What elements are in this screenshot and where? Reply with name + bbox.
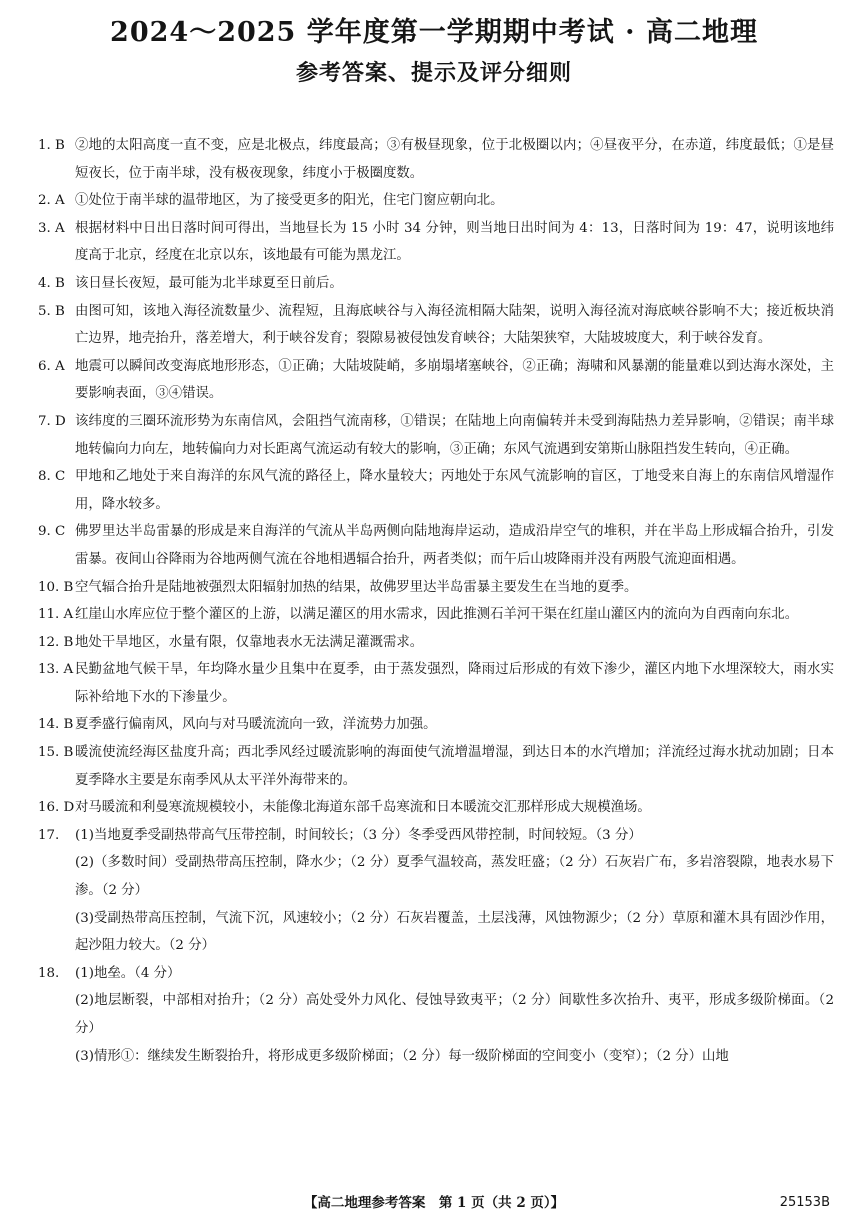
answer-part: (3)受副热带高压控制，气流下沉，风速较小；（2 分）石灰岩覆盖，土层浅薄，风蚀物源少；（2 分）草原和灌木具有固沙作用，起沙阻力较大。（2 分） [75,910,834,954]
answer-number: 9. C [38,524,66,540]
answer-item-15 [38,739,834,794]
answer-item-4 [38,270,834,298]
answer-text: 甲地和乙地处于来自海洋的东风气流的路径上，降水量较大；丙地处于东风气流影响的盲区，丁地受来自海上的东南信风增湿作用，降水较多。 [75,469,834,512]
answer-text: 红崖山水库应位于整个灌区的上游，以满足灌区的用水需求，因此推测石羊河干渠在红崖山灌区内的流向为自西南向东北。 [75,607,799,623]
answer-item-13 [38,656,834,711]
answer-item-6 [38,353,834,408]
page-header [0,0,868,90]
answer-part: (3)情形①：继续发生断裂抬升，将形成更多级阶梯面；（2 分）每一级阶梯面的空间变小（变窄）；（2 分）山地 [75,1048,729,1064]
answer-number: 6. A [38,358,65,374]
answer-number: 17. [38,827,60,843]
answer-item-5 [38,298,834,353]
answer-item-17 [38,822,834,850]
answer-item-3 [38,215,834,270]
answer-number: 16. D [38,800,75,816]
answer-subpart [38,987,834,1042]
footer-paper-code: 25153B [779,1195,830,1210]
answer-text: 该纬度的三圈环流形势为东南信风，会阻挡气流南移，①错误；在陆地上向南偏转并未受到海陆热力差异影响，②错误；南半球地转偏向力向左，地转偏向力对长距离气流运动有较大的影响，③正确；东风气流遇到安第斯山脉阻挡发生转向，④正确。 [75,413,834,457]
page-title: 2024～2025 学年度第一学期期中考试 · 高二地理 [110,17,758,48]
answer-text: ①处位于南半球的温带地区，为了接受更多的阳光，住宅门窗应朝向北。 [75,193,504,209]
answer-number: 15. B [38,745,74,761]
answer-number: 2. A [38,193,65,209]
footer-page-info: 【高二地理参考答案 第 1 页（共 2 页）】 [303,1195,565,1211]
answer-item-16 [38,794,834,822]
answer-part: (1)当地夏季受副热带高气压带控制，时间较长；（3 分）冬季受西风带控制，时间较短。（3 分） [75,827,642,843]
answer-item-7 [38,408,834,463]
answer-text: 对马暖流和利曼寒流规模较小，未能像北海道东部千岛寒流和日本暖流交汇那样形成大规模渔场。 [75,800,651,816]
answer-number: 3. A [38,220,65,236]
answer-text: 根据材料中日出日落时间可得出，当地昼长为 15 小时 34 分钟，则当地日出时间为 4：13，日落时间为 19：47，说明该地纬度高于北京，经度在北京以东，该地最有可能为黑龙江。 [75,220,834,264]
answer-number: 13. A [38,662,74,678]
answer-text: 由图可知，该地入海径流数量少、流程短，且海底峡谷与入海径流相隔大陆架，说明入海径流对海底峡谷影响不大；接近板块消亡边界，地壳抬升，落差增大，利于峡谷发育；裂隙易被侵蚀发育峡谷；大陆架狭窄，大陆坡坡度大，利于峡谷发育。 [75,303,834,347]
answer-number: 5. B [38,303,65,319]
page-footer [0,1188,868,1218]
answer-number: 11. A [38,607,74,623]
answer-part: (1)地垒。（4 分） [75,965,181,981]
answer-text: 地处干旱地区，水量有限，仅靠地表水无法满足灌溉需求。 [75,634,424,650]
answer-text: 暖流使流经海区盐度升高；西北季风经过暖流影响的海面使气流增温增湿，到达日本的水汽增加；洋流经过海水扰动加剧；日本夏季降水主要是东南季风从太平洋外海带来的。 [75,745,834,788]
answer-item-14 [38,711,834,739]
answer-number: 7. D [38,413,66,429]
answer-text: 佛罗里达半岛雷暴的形成是来自海洋的气流从半岛两侧向陆地海岸运动，造成沿岸空气的堆积，并在半岛上形成辐合抬升，引发雷暴。夜间山谷降雨为谷地两侧气流在谷地相遇辐合抬升，两者类似；而午后山坡降雨并没有两股气流迎面相遇。 [75,524,834,567]
answer-item-18 [38,960,834,988]
answer-item-11 [38,601,834,629]
answer-number: 1. B [38,138,65,153]
answer-text: 民勤盆地气候干旱，年均降水量少且集中在夏季，由于蒸发强烈，降雨过后形成的有效下渗少，灌区内地下水埋深较大，雨水实际补给地下水的下渗量少。 [75,662,834,705]
answer-part: (2)（多数时间）受副热带高压控制，降水少；（2 分）夏季气温较高，蒸发旺盛；（2 分）石灰岩广布，多岩溶裂隙，地表水易下渗。（2 分） [75,855,834,899]
answer-text: 夏季盛行偏南风，风向与对马暖流流向一致，洋流势力加强。 [75,717,437,733]
answer-text: ②地的太阳高度一直不变，应是北极点，纬度最高；③有极昼现象，位于北极圈以内；④昼夜平分，在赤道，纬度最低；①是昼短夜长，位于南半球，没有极夜现象，纬度小于极圈度数。 [75,138,834,181]
answer-item-10 [38,574,834,602]
answer-number: 4. B [38,275,65,291]
answer-item-12 [38,629,834,657]
answer-item-1 [38,132,834,187]
answer-number: 14. B [38,717,74,733]
answer-subpart [38,849,834,904]
answer-text: 该日昼长夜短，最可能为北半球夏至日前后。 [75,275,343,291]
answer-text: 空气辐合抬升是陆地被强烈太阳辐射加热的结果，故佛罗里达半岛雷暴主要发生在当地的夏季。 [75,579,638,595]
answer-item-8 [38,463,834,518]
answer-number: 10. B [38,579,74,595]
answer-text: 地震可以瞬间改变海底地形形态，①正确；大陆坡陡峭，多崩塌堵塞峡谷，②正确；海啸和风暴潮的能量难以到达海水深处，主要影响表面，③④错误。 [75,358,834,402]
answer-subpart [38,1043,834,1071]
answer-number: 12. B [38,634,74,650]
answer-subpart [38,905,834,960]
answer-part: (2)地层断裂，中部相对抬升；（2 分）高处受外力风化、侵蚀导致夷平；（2 分）间歇性多次抬升、夷平，形成多级阶梯面。（2 分） [75,993,834,1036]
answer-item-9 [38,518,834,573]
answer-list [38,132,834,1070]
answer-number: 18. [38,965,60,981]
answer-item-2 [38,187,834,215]
page-subtitle: 参考答案、提示及评分细则 [295,60,572,86]
answer-number: 8. C [38,469,66,485]
